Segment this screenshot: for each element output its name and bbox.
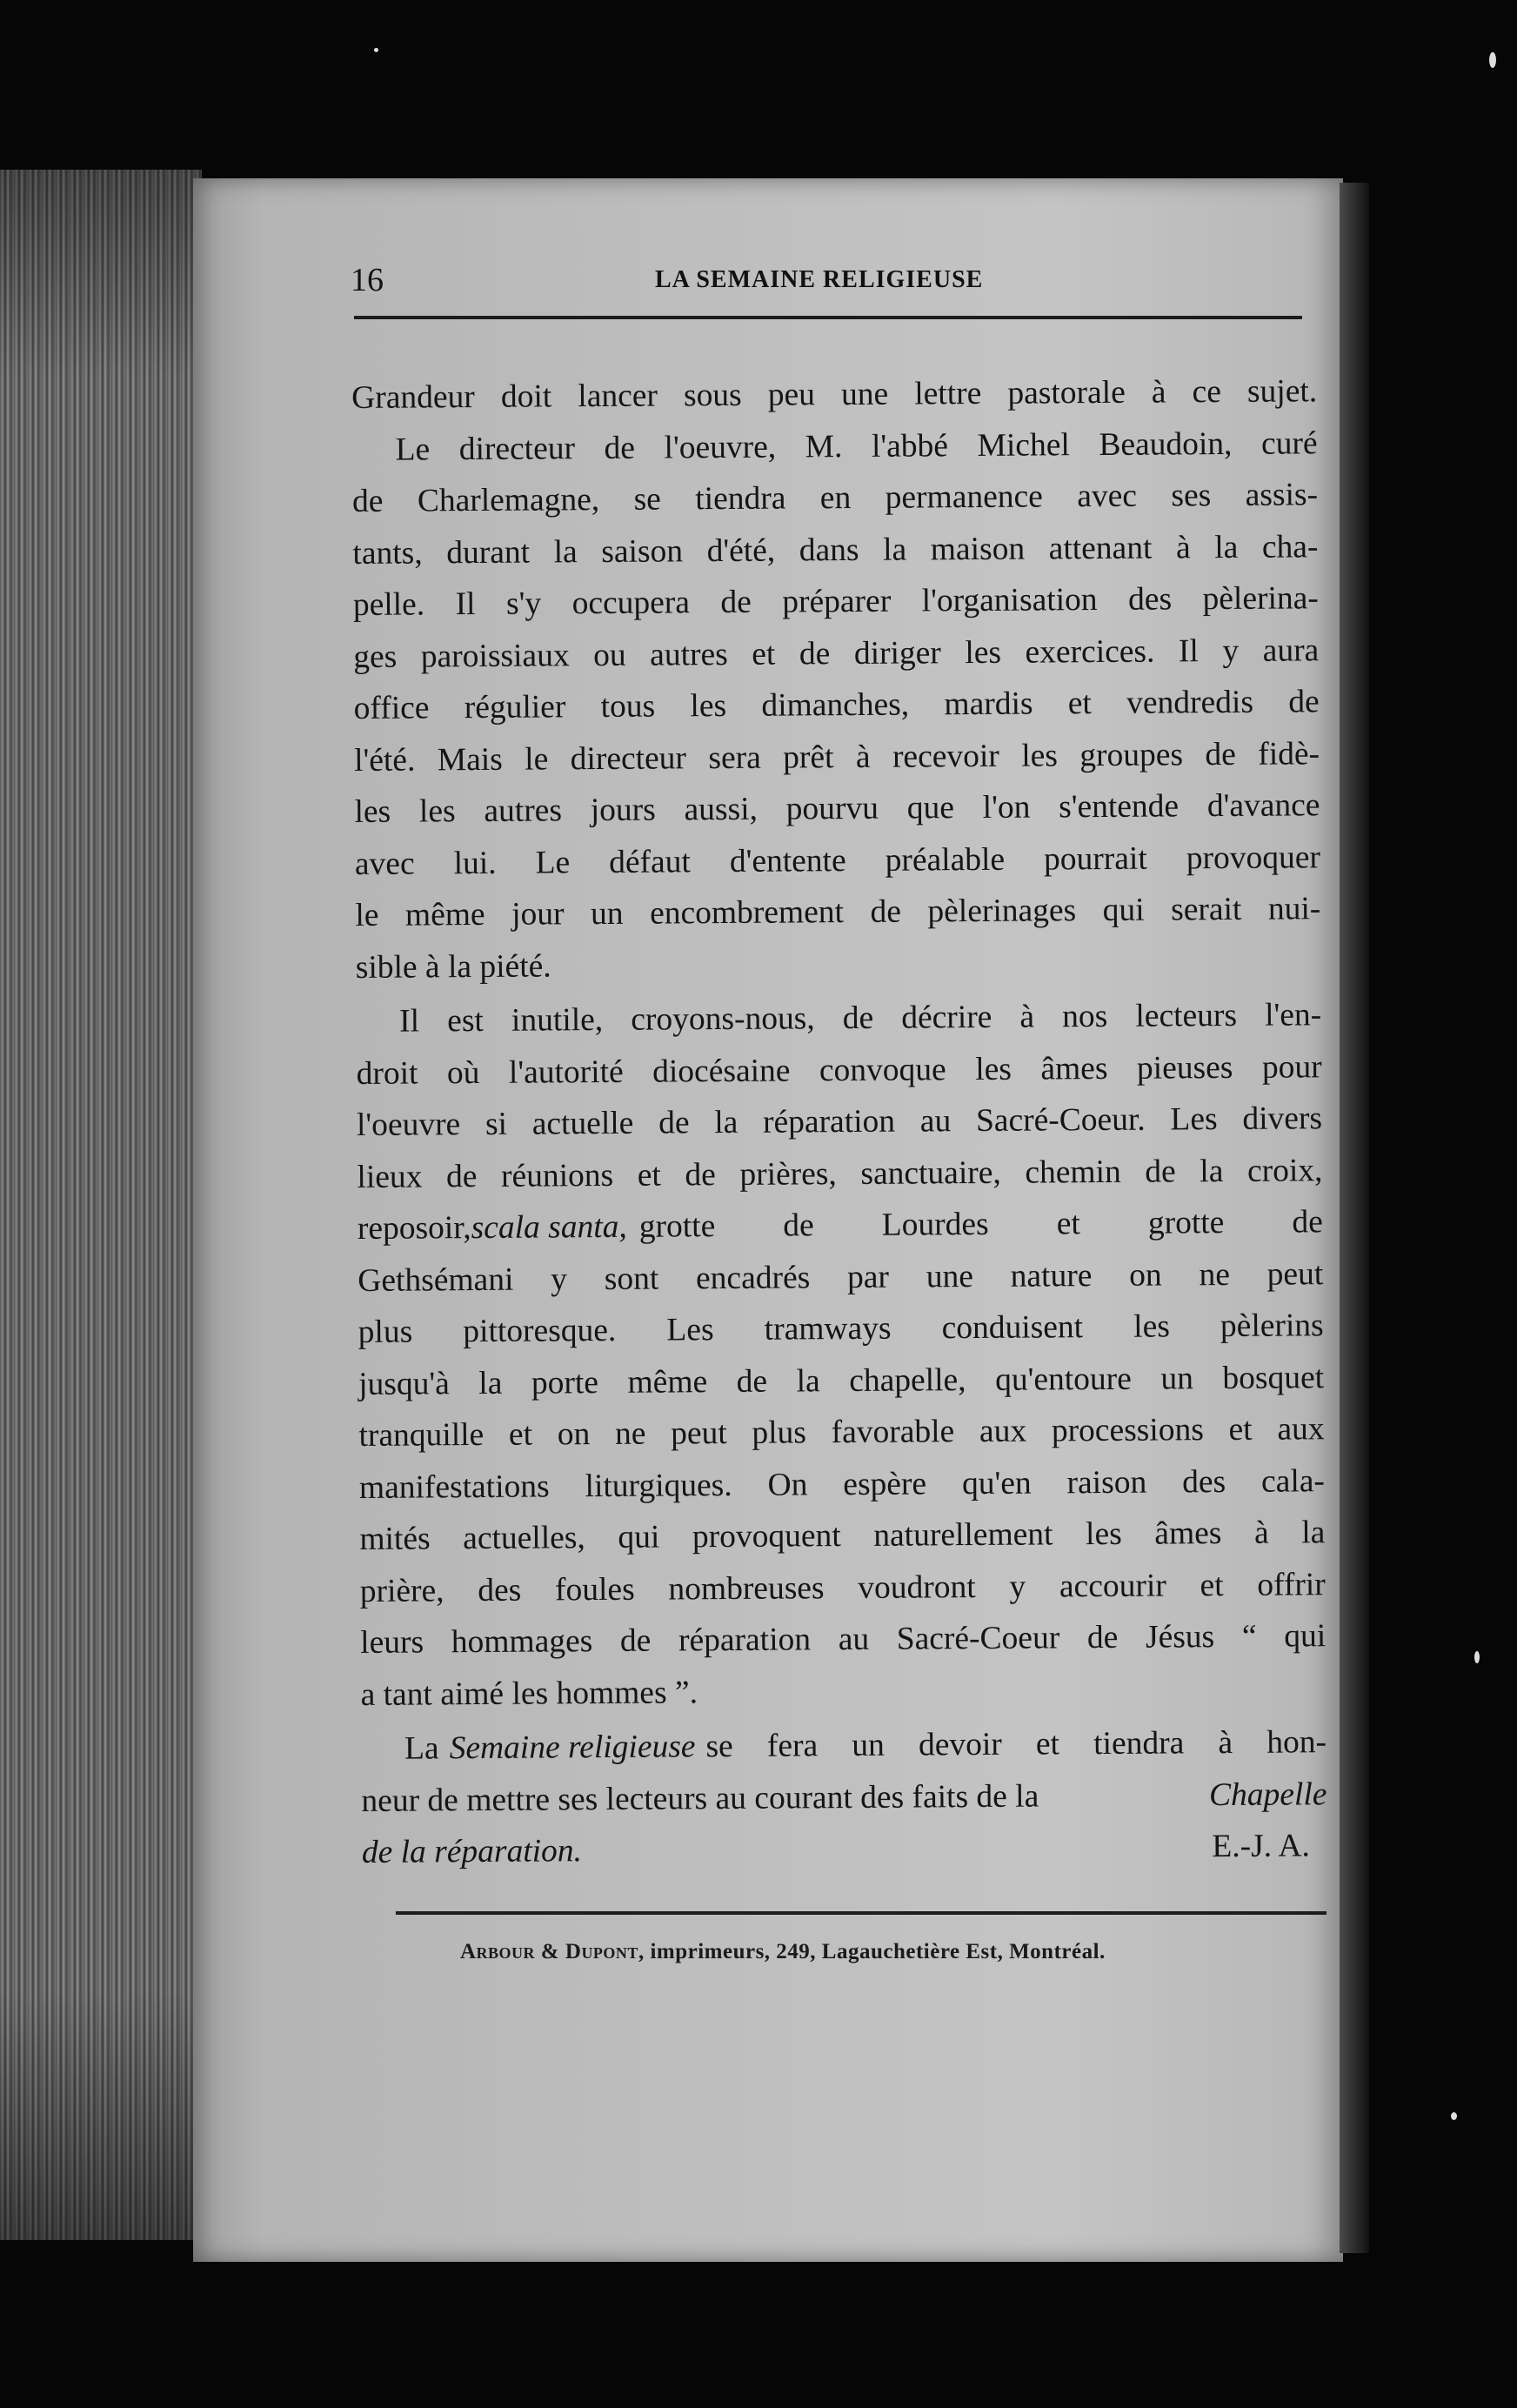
text-line: l'été. Mais le directeur sera prêt à recevoir les groupes de fidè- — [353, 735, 1320, 779]
text-line: de Charlemagne, se tiendra en permanence avec ses assis- — [351, 477, 1319, 519]
text-line: tants, durant la saison d'été, dans la maison attenant à la cha- — [352, 528, 1319, 572]
text-line-italic-mix — [361, 1769, 1327, 1827]
page-shadow — [1340, 183, 1369, 2253]
text-line: jusqu'à la porte même de la chapelle, qu'entoure un bosquet — [358, 1359, 1325, 1402]
text-line: leurs hommages de réparation au Sacré-Coeur de Jésus “ qui — [360, 1618, 1327, 1661]
text-line: prière, des foules nombreuses voudront y accourir et offrir — [359, 1566, 1326, 1609]
text-segment-italic: Chapelle — [1208, 1776, 1327, 1813]
page-header — [351, 261, 1299, 313]
header-rule — [354, 316, 1302, 319]
text-line: Le directeur de l'oeuvre, M. l'abbé Michel Beaudoin, curé — [395, 425, 1318, 468]
text-segment-italic: Semaine religieuse — [449, 1729, 696, 1767]
text-line: a tant aimé les hommes ”. — [360, 1674, 698, 1713]
text-segment: grotte de Lourdes et grotte de — [638, 1204, 1323, 1245]
text-line: Il est inutile, croyons-nous, de décrire à nos lecteurs l'en- — [399, 997, 1322, 1040]
printer-imprint — [460, 1940, 1106, 1964]
text-line: Grandeur doit lancer sous peu une lettre pastorale à ce sujet. — [351, 373, 1318, 416]
text-line: pelle. Il s'y occupera de préparer l'organisation des pèlerina- — [352, 580, 1319, 623]
text-segment: La — [404, 1730, 439, 1767]
body-text — [351, 365, 1327, 1878]
text-segment: se fera un devoir et tiendra à hon- — [705, 1724, 1327, 1765]
dust-speck — [1489, 52, 1496, 68]
text-line: mités actuelles, qui provoquent naturellement les âmes à la — [359, 1515, 1326, 1557]
text-segment-italic: scala santa, — [471, 1208, 627, 1247]
signature: E.-J. A. — [1212, 1828, 1310, 1865]
text-segment: reposoir, — [357, 1210, 471, 1247]
dust-speck — [1474, 1651, 1480, 1663]
footer-rule — [396, 1911, 1327, 1915]
text-line-italic-mix — [358, 1196, 1323, 1254]
book-page-edges — [0, 170, 202, 2240]
text-segment-italic: de la réparation. — [361, 1833, 583, 1870]
text-line: avec lui. Le défaut d'entente préalable pourrait provoquer — [354, 839, 1321, 882]
dust-speck — [374, 48, 378, 52]
dust-speck — [1451, 2112, 1457, 2120]
text-line: l'oeuvre si actuelle de la réparation au Sacré-Coeur. Les divers — [356, 1100, 1323, 1143]
text-line: ges paroissiaux ou autres et de diriger les exercices. Il y aura — [353, 632, 1320, 675]
text-segment: neur de mettre ses lecteurs au courant des faits de la — [361, 1778, 1039, 1819]
text-line: tranquille et on ne peut plus favorable aux processions et aux — [358, 1411, 1325, 1454]
text-line: Gethsémani y sont encadrés par une nature on ne peut — [358, 1255, 1324, 1299]
text-line: sible à la piété. — [355, 947, 551, 986]
text-line: lieux de réunions et de prières, sanctuaire, chemin de la croix, — [357, 1152, 1323, 1195]
printer-address: imprimeurs, 249, Lagauchetière Est, Montréal. — [650, 1940, 1106, 1963]
running-head: LA SEMAINE RELIGIEUSE — [655, 266, 984, 293]
text-line-signature — [362, 1820, 1327, 1878]
text-line: droit où l'autorité diocésaine convoque les âmes pieuses pour — [356, 1048, 1322, 1092]
text-line-italic-mix — [361, 1716, 1327, 1775]
text-line: les les autres jours aussi, pourvu que l'on s'entende d'avance — [354, 787, 1320, 830]
page-number: 16 — [351, 262, 384, 298]
text-line: manifestations liturgiques. On espère qu'en raison des cala- — [358, 1462, 1326, 1506]
text-line: plus pittoresque. Les tramways conduisent les pèlerins — [358, 1308, 1324, 1350]
text-line: le même jour un encombrement de pèlerinages qui serait nui- — [355, 891, 1321, 933]
text-line: office régulier tous les dimanches, mardis et vendredis de — [353, 684, 1320, 726]
printer-names: Arbour & Dupont, — [460, 1940, 645, 1963]
